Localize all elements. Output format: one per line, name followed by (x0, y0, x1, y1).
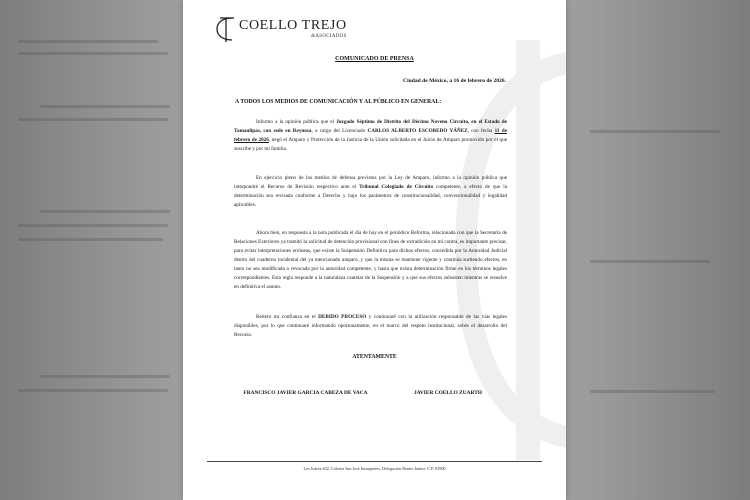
blurred-text-line (590, 130, 720, 133)
logo-name: COELLO TREJO (239, 18, 347, 33)
document-page (183, 0, 566, 500)
paragraph-text: , a cargo del Licenciado (311, 128, 368, 134)
paragraph-emphasis: DEBIDO PROCESO (318, 314, 367, 320)
document-title: COMUNICADO DE PRENSA (335, 56, 414, 62)
signer-left: FRANCISCO JAVIER GARCIA CABEZA DE VACA (243, 390, 368, 396)
blurred-text-line (40, 210, 170, 213)
addressee: A TODOS LOS MEDIOS DE COMUNICACIÓN Y AL PÚBLICO EN GENERAL: (235, 99, 442, 105)
paragraph-2 (234, 174, 507, 210)
paragraph-3: Ahora bien, en respuesta a la nota publicada el día de hoy en el periódico Reforma, relacionada con que la Secretaría de Relaciones Exteriores ya tramitó la solicitud de detención provisional con fines de extradición en mi contra, es importante precisar, para evitar interpretaciones erróneas, que existe la Suspensión Definitiva para dichos efectos, concedida por la Autoridad Judicial dentro del cuaderno incidental del ya mencionado amparo, y que la misma se mantiene vigente y continúa surtiendo efectos, en tanto no sea modificada o revocada por la autoridad competente, y hasta que exista determinación firme en los términos legales correspondientes. Esta regla responde a la naturaleza cautelar de la Suspensión y a que sus efectos subsisten mientras se resuelve en definitiva el asunto. (234, 230, 507, 290)
paragraph-text: En ejercicio pleno de los medios de defensa previstos por la Ley de Amparo, informo a la opinión pública que interpondré el Recurso de Revisión respectivo ante el (234, 175, 507, 190)
blurred-text-line (590, 260, 710, 263)
blurred-text-line (18, 52, 168, 55)
paragraph-4 (234, 313, 507, 340)
blurred-text-line (18, 40, 158, 43)
blurred-text-line (18, 389, 168, 392)
blurred-text-line (18, 224, 168, 227)
closing: ATENTAMENTE (352, 354, 397, 360)
paragraph-emphasis: Tribunal Colegiado de Circuito (359, 184, 434, 190)
company-logo (214, 14, 347, 44)
paragraph-text: competente, a efecto de que la determinación sea revisada conforme a Derecho y bajo los parámetros de constitucionalidad, convencionalidad y legalidad aplicables. (234, 184, 507, 208)
paragraph-emphasis: CARLOS ALBERTO ESCOBEDO YÁÑEZ (367, 128, 468, 134)
paragraph-emphasis: Juzgado Séptimo de Distrito del Décimo Noveno Circuito, en el Estado de Tamaulipas, con sede en Reynosa (234, 119, 507, 134)
paragraph-text: , negó el Amparo y Protección de la Justicia de la Unión solicitada en el Juicio de Amparo promovido por el que suscribe y por mi familia. (234, 137, 508, 152)
blurred-text-line (18, 118, 168, 121)
city-date: Ciudad de México, a 16 de febrero de 2026. (403, 78, 506, 84)
paragraph-1 (234, 118, 507, 154)
blurred-text-line (18, 238, 163, 241)
blurred-text-line (40, 105, 170, 108)
logo-subtitle: &ASOCIADOS (311, 34, 347, 39)
footer-divider (207, 461, 542, 462)
paragraph-text: Reitero mi confianza en el (256, 314, 319, 320)
paragraph-text: , con fecha (467, 128, 495, 134)
blurred-text-line (590, 390, 715, 393)
paragraph-text: y continuaré con la utilización responsable de las vías legales disponibles, por lo que continuaré informando oportunamente, en el marco del respeto institucional, sobre el desarrollo del Recurso. (234, 314, 508, 338)
signer-right: JAVIER COELLO ZUARTH (413, 390, 482, 396)
ct-monogram-icon (214, 15, 236, 43)
paragraph-text: Informo a la opinión pública que el (256, 119, 337, 125)
blurred-text-line (40, 375, 170, 378)
footer-address: Los Juárez #32, Colonia San José Insurgentes, Delegación Benito Juárez, C.P. 03900 (303, 466, 446, 471)
paragraph-emphasis: 11 de febrero de 2026 (234, 128, 507, 143)
